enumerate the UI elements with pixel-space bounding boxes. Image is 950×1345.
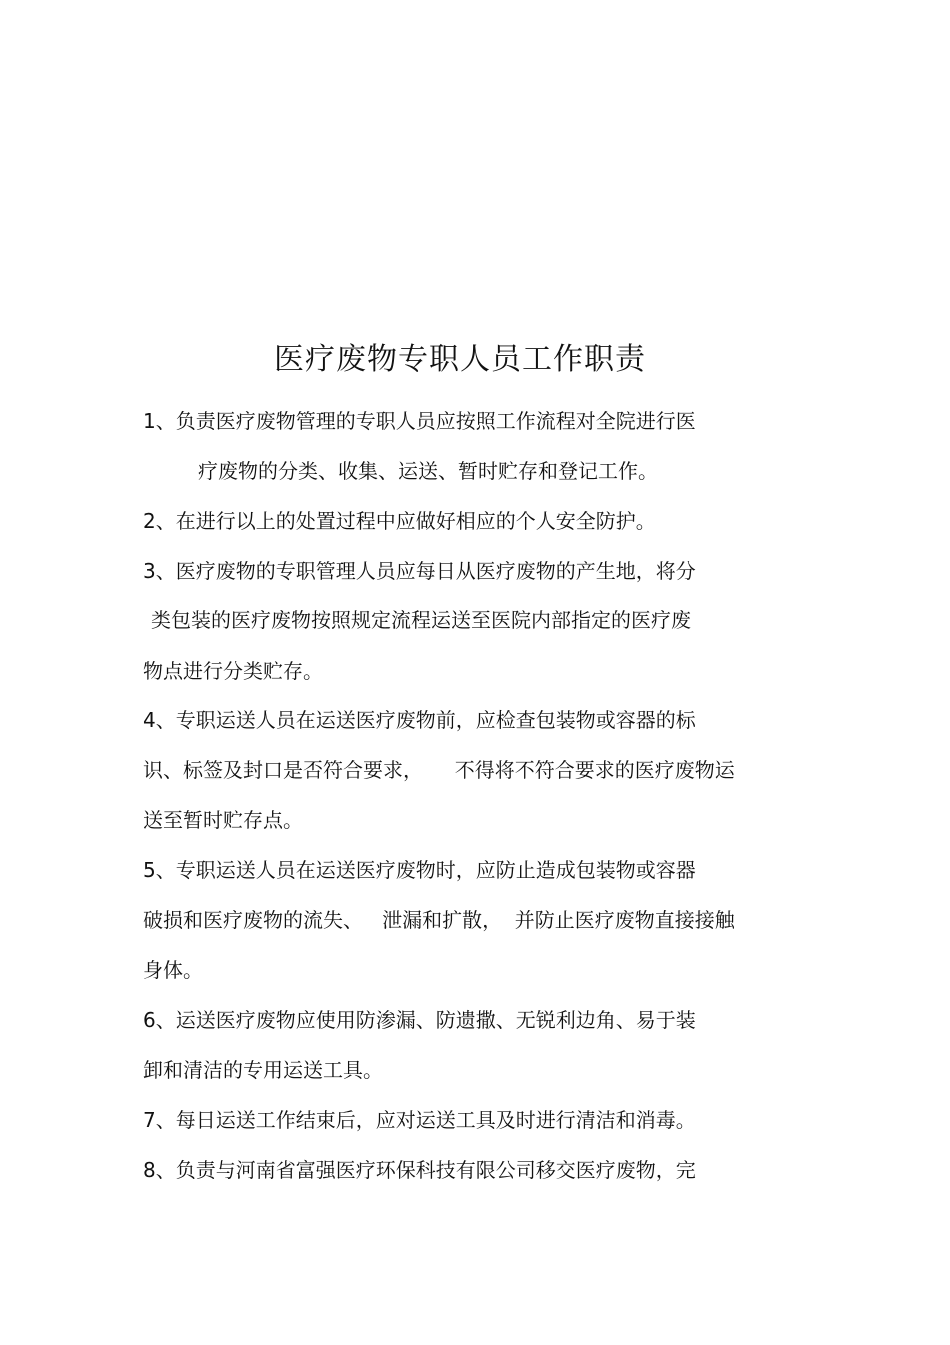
- document-title: 医疗废物专职人员工作职责: [274, 342, 646, 377]
- text-line: 识、标签及封口是否符合要求， 不得将不符合要求的医疗废物运: [143, 758, 735, 782]
- text-line: 送至暂时贮存点。: [143, 808, 303, 832]
- text-line: 5、专职运送人员在运送医疗废物时，应防止造成包装物或容器: [143, 858, 696, 882]
- text-line: 1、负责医疗废物管理的专职人员应按照工作流程对全院进行医: [143, 409, 696, 433]
- text-line: 卸和清洁的专用运送工具。: [143, 1058, 383, 1082]
- text-line: 8、负责与河南省富强医疗环保科技有限公司移交医疗废物，完: [143, 1158, 696, 1182]
- text-line: 6、运送医疗废物应使用防渗漏、防遗撒、无锐利边角、易于装: [143, 1008, 696, 1032]
- text-line: 破损和医疗废物的流失、 泄漏和扩散， 并防止医疗废物直接接触: [143, 908, 735, 932]
- text-line: 疗废物的分类、收集、运送、暂时贮存和登记工作。: [198, 459, 658, 483]
- text-line: 物点进行分类贮存。: [143, 659, 323, 683]
- text-line: 类包装的医疗废物按照规定流程运送至医院内部指定的医疗废: [151, 608, 691, 632]
- text-line: 身体。: [143, 958, 203, 982]
- text-line: 3、医疗废物的专职管理人员应每日从医疗废物的产生地，将分: [143, 559, 696, 583]
- text-line: 2、在进行以上的处置过程中应做好相应的个人安全防护。: [143, 509, 656, 533]
- text-line: 7、每日运送工作结束后，应对运送工具及时进行清洁和消毒。: [143, 1108, 696, 1132]
- text-line: 4、专职运送人员在运送医疗废物前，应检查包装物或容器的标: [143, 708, 696, 732]
